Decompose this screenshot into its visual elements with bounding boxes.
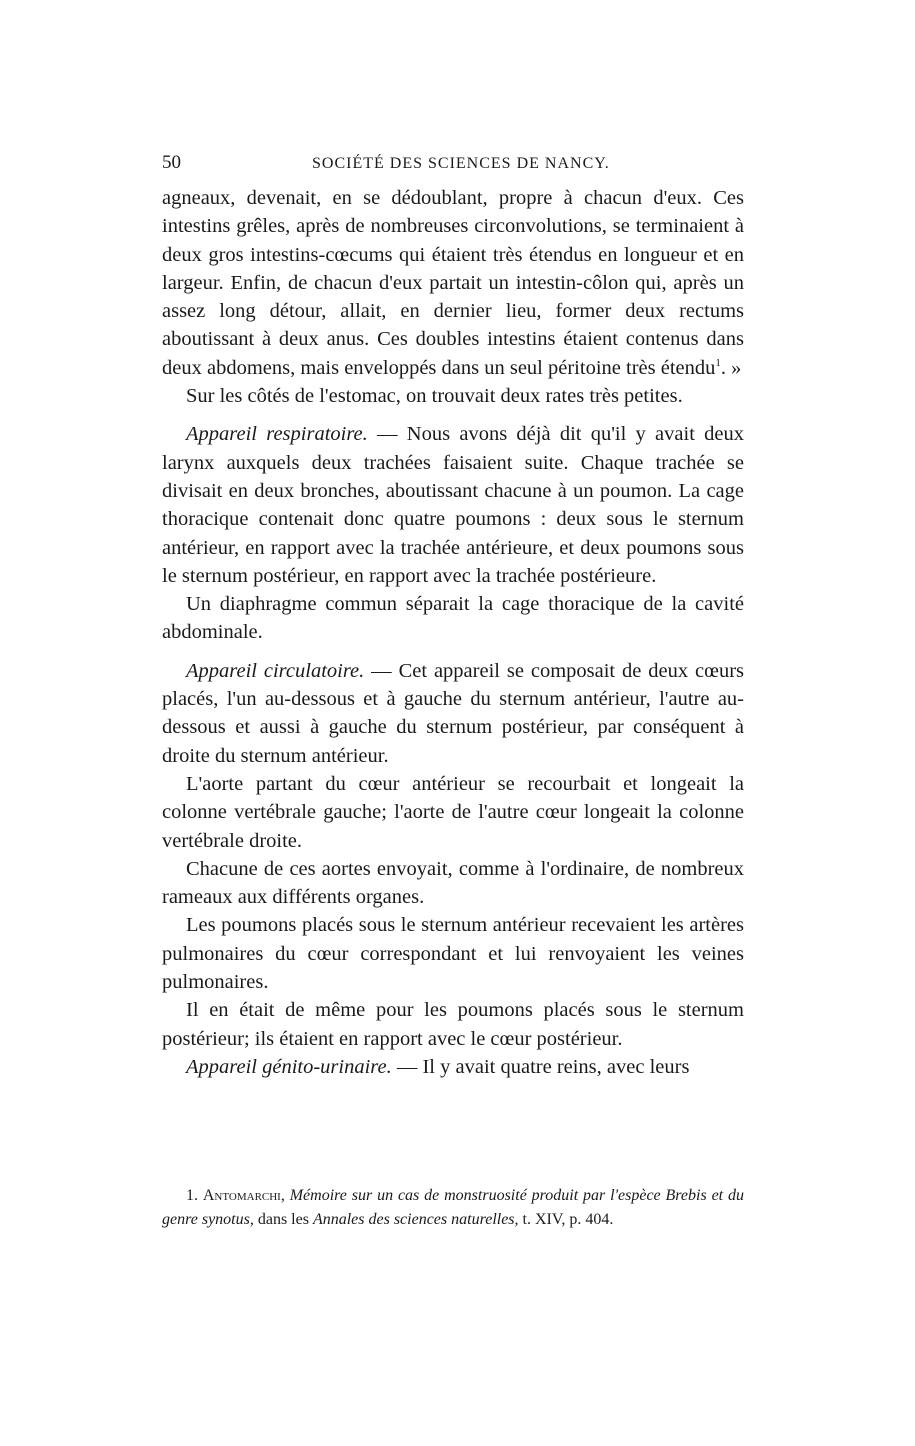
section-heading-circulatory: Appareil circulatoire. [186,659,365,682]
footnote-author: Antomarchi, [202,1187,285,1204]
footnote-ref: 1 [715,356,721,369]
paragraph-genito-urinary: Appareil génito-urinaire. — Il y avait quatre reins, avec leurs [186,1055,690,1078]
paragraph-diaphragm: Un diaphragme commun séparait la cage thoracique de la cavité abdominale. [162,593,744,644]
paragraph-aorta-branches: Chacune de ces aortes envoyait, comme à l'ordinaire, de nombreux rameaux aux différents organes. [162,857,744,909]
paragraph-intestines: agneaux, devenait, en se dédoublant, propre à chacun d'eux. Ces intestins grêles, après de nombreuses circonvolutions, se terminaient à deux gros intestins-cœcums qui étaient très étendus en longueur et en largeur. Enfin, de chacun d'eux partait un intestin-côlon qui, après un assez long détour, allait, en dernier lieu, former deux rectums aboutissant à deux anus. Ces doubles intestins étaient contenus dans deux abdomens, mais enveloppés dans un seul péritoine très étendu$^1$. » [162,187,744,379]
footnote-number: 1. [186,1187,198,1204]
paragraph-lungs-anterior: Les poumons placés sous le sternum antérieur recevaient les artères pulmonaires du cœur correspondant et lui renvoyaient les veines pulmonaires. [162,914,744,994]
footnote-end: t. XIV, p. 404. [518,1211,614,1228]
paragraph-respiratory: Appareil respiratoire. — Nous avons déjà dit qu'il y avait deux larynx auxquels deux trachées faisaient suite. Chaque trachée se divisait en deux bronches, aboutissant chacune à un poumon. La cage thoracique contenait donc quatre poumons : deux sous le sternum antérieur, en rapport avec la trachée antérieure, et deux poumons sous le sternum postérieur, en rapport avec la trachée postérieure. [162,423,745,587]
page-number: 50 [162,152,181,173]
footnote [162,1184,744,1232]
paragraph-circulatory: Appareil circulatoire. — Cet appareil se composait de deux cœurs placés, l'un au-dessous et à gauche du sternum antérieur, l'autre au-dessous et aussi à gauche du sternum postérieur, par conséquent à droite du sternum antérieur. [162,659,744,767]
section-heading-genito-urinary: Appareil génito-urinaire. [186,1055,392,1078]
footnote-title: Mémoire sur un cas de monstruosité produit par l'espèce Brebis et du genre synotus, [162,1187,744,1228]
body-text [162,184,744,1081]
page-header [162,152,744,178]
footnote-journal: Annales des sciences naturelles, [312,1211,519,1228]
section-heading-respiratory: Appareil respiratoire. [186,423,368,446]
running-title: SOCIÉTÉ DES SCIENCES DE NANCY. [312,155,610,172]
paragraph-spleens: Sur les côtés de l'estomac, on trouvait deux rates très petites. [186,385,683,408]
footnote-mid: dans les [253,1211,313,1228]
paragraph-aorta: L'aorte partant du cœur antérieur se recourbait et longeait la colonne vertébrale gauche; l'aorte de l'autre cœur longeait la colonne vertébrale droite. [162,772,744,852]
paragraph-lungs-posterior: Il en était de même pour les poumons placés sous le sternum postérieur; ils étaient en rapport avec le cœur postérieur. [162,999,744,1050]
